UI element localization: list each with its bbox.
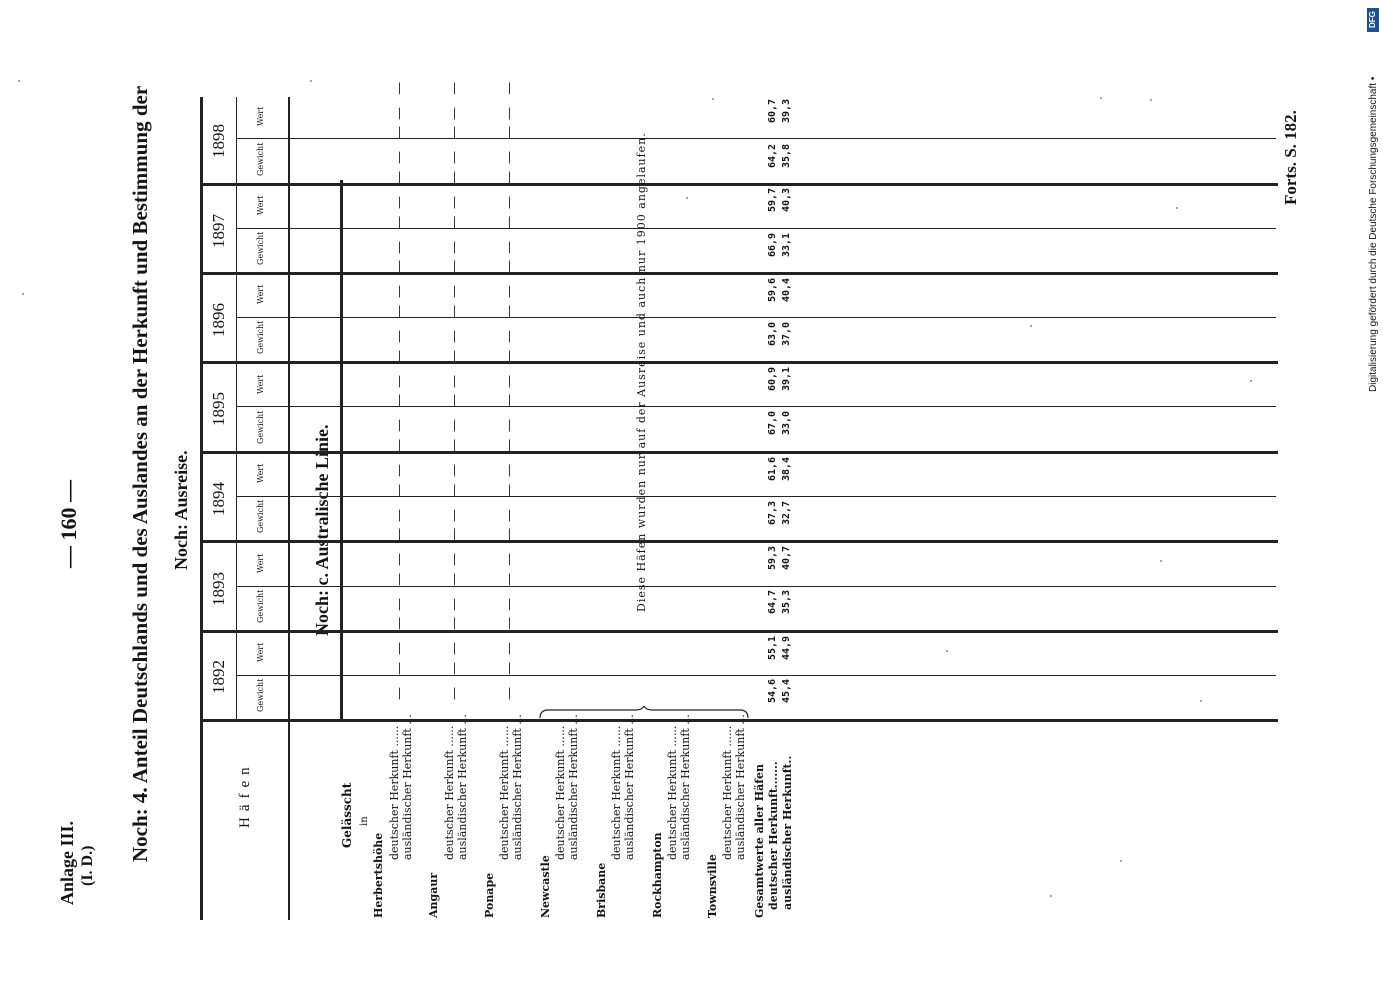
dash-cell: — —	[502, 479, 517, 522]
dash-cell: — —	[447, 434, 462, 477]
totals-label-german: deutscher Herkunft.......	[767, 761, 780, 910]
sub-header-weight: Gewicht	[256, 499, 265, 533]
dash-cell: — —	[502, 345, 517, 388]
dash-cell: — —	[447, 568, 462, 611]
annex-sub-label: (I. D.)	[79, 845, 96, 886]
row-label-german: deutscher Herkunft ......	[388, 725, 401, 860]
dash-cell: — —	[502, 77, 517, 120]
total-de-1892-weight: 54,6	[767, 678, 778, 703]
dash-cell: — —	[502, 166, 517, 209]
digitization-credit: Digitalisierung gefördert durch die Deutsche Forschungsgemeinschaft •	[1368, 76, 1379, 392]
group-title: Gelässcht	[340, 782, 354, 848]
dash-cell: — —	[392, 479, 407, 522]
total-fr-1897-value: 40,3	[781, 187, 792, 212]
total-fr-1894-value: 38,4	[781, 456, 792, 481]
dash-cell: — —	[447, 300, 462, 343]
dash-cell: — —	[392, 77, 407, 120]
total-de-1895-weight: 67,0	[767, 410, 778, 435]
row-label-foreign: ausländischer Herkunft ...	[679, 714, 692, 860]
row-label-german: deutscher Herkunft ......	[498, 725, 511, 860]
total-de-1896-weight: 63,0	[767, 321, 778, 346]
port-name: Brisbane	[595, 862, 608, 918]
total-fr-1898-value: 39,3	[781, 98, 792, 123]
port-name: Angaur	[427, 872, 440, 918]
table-title: Noch: 4. Anteil Deutschlands und des Auslandes an der Herkunft und Bestimmung der	[128, 85, 152, 862]
annex-label: Anlage III.	[57, 820, 77, 905]
totals-label: Gesamtwerte aller Häfen	[753, 764, 766, 918]
sub-header-value: Wert	[256, 463, 265, 483]
dash-cell: — —	[392, 211, 407, 254]
year-header: 1898	[209, 124, 228, 158]
total-de-1893-value: 59,3	[767, 545, 778, 570]
dash-cell: — —	[502, 612, 517, 655]
group-sub: in	[359, 816, 370, 826]
row-label-foreign: ausländischer Herkunft ...	[401, 714, 414, 860]
table-subtitle: Noch: Ausreise.	[171, 450, 191, 570]
dash-cell: — —	[447, 121, 462, 164]
dash-cell: — —	[502, 300, 517, 343]
sub-header-value: Wert	[256, 284, 265, 304]
dash-cell: — —	[502, 568, 517, 611]
dash-cell: — —	[447, 211, 462, 254]
total-de-1898-value: 60,7	[767, 98, 778, 123]
total-fr-1895-value: 39,1	[781, 366, 792, 391]
dash-cell: — —	[392, 166, 407, 209]
dash-cell: — —	[392, 434, 407, 477]
dash-cell: — —	[447, 612, 462, 655]
row-label-german: deutscher Herkunft ......	[443, 725, 456, 860]
dash-cell: — —	[447, 77, 462, 120]
ports-note: Diese Häfen wurden nur auf der Ausreise und auch nur 1900 angelaufen.	[635, 132, 648, 612]
sub-header-value: Wert	[256, 106, 265, 126]
port-name: Townsville	[706, 854, 719, 918]
total-de-1893-weight: 64,7	[767, 589, 778, 614]
sub-header-value: Wert	[256, 195, 265, 215]
dash-cell: — —	[447, 523, 462, 566]
total-fr-1897-weight: 33,1	[781, 232, 792, 257]
sub-header-value: Wert	[256, 642, 265, 662]
year-header: 1894	[209, 482, 228, 516]
total-de-1892-value: 55,1	[767, 635, 778, 660]
row-label-foreign: ausländischer Herkunft ...	[511, 714, 524, 860]
year-header: 1895	[209, 392, 228, 426]
dash-cell: — —	[392, 255, 407, 298]
totals-label-foreign: ausländischer Herkunft..	[781, 755, 794, 910]
dash-cell: — —	[392, 389, 407, 432]
dash-cell: — —	[502, 523, 517, 566]
total-fr-1898-weight: 35,8	[781, 143, 792, 168]
dash-cell: — —	[502, 389, 517, 432]
sub-header-weight: Gewicht	[256, 320, 265, 354]
total-fr-1894-weight: 32,7	[781, 500, 792, 525]
year-header: 1892	[209, 660, 228, 694]
dash-cell: — —	[447, 345, 462, 388]
dash-cell: — —	[392, 121, 407, 164]
dfg-logo	[1367, 8, 1379, 32]
page-number: — 160 —	[56, 480, 81, 568]
total-de-1897-weight: 66,9	[767, 232, 778, 257]
port-name: Herbertshöhe	[372, 832, 385, 918]
dash-cell: — —	[502, 211, 517, 254]
row-label-german: deutscher Herkunft ......	[554, 725, 567, 860]
dash-cell: — —	[502, 434, 517, 477]
year-header: 1896	[209, 303, 228, 337]
total-de-1896-value: 59,6	[767, 277, 778, 302]
total-fr-1892-weight: 45,4	[781, 678, 792, 703]
dash-cell: — —	[392, 612, 407, 655]
row-label-german: deutscher Herkunft ......	[721, 725, 734, 860]
dash-cell: — —	[502, 121, 517, 164]
row-label-german: deutscher Herkunft ......	[666, 725, 679, 860]
sub-header-weight: Gewicht	[256, 142, 265, 176]
total-fr-1893-value: 40,7	[781, 545, 792, 570]
total-de-1897-value: 59,7	[767, 187, 778, 212]
port-name: Ponape	[483, 872, 496, 918]
dash-cell: — —	[392, 657, 407, 700]
sub-header-value: Wert	[256, 553, 265, 573]
dfg-logo-text: DFG	[1368, 11, 1377, 28]
section-title: Noch: c. Australische Linie.	[312, 424, 332, 636]
total-fr-1896-weight: 37,0	[781, 321, 792, 346]
row-label-foreign: ausländischer Herkunft ...	[567, 714, 580, 860]
year-header: 1893	[209, 572, 228, 606]
row-label-foreign: ausländischer Herkunft ...	[734, 714, 747, 860]
sub-header-value: Wert	[256, 374, 265, 394]
port-name: Rockhampton	[651, 832, 664, 918]
dash-cell: — —	[502, 255, 517, 298]
row-label-foreign: ausländischer Herkunft ...	[623, 714, 636, 860]
total-fr-1896-value: 40,4	[781, 277, 792, 302]
total-de-1894-weight: 67,3	[767, 500, 778, 525]
sub-header-weight: Gewicht	[256, 410, 265, 444]
dash-cell: — —	[392, 345, 407, 388]
dash-cell: — —	[447, 657, 462, 700]
dash-cell: — —	[392, 568, 407, 611]
total-de-1895-value: 60,9	[767, 366, 778, 391]
sub-header-weight: Gewicht	[256, 231, 265, 265]
port-name: Newcastle	[539, 855, 552, 918]
dash-cell: — —	[447, 389, 462, 432]
dash-cell: — —	[502, 657, 517, 700]
sub-header-weight: Gewicht	[256, 589, 265, 623]
row-label-german: deutscher Herkunft ......	[610, 725, 623, 860]
total-de-1898-weight: 64,2	[767, 143, 778, 168]
dash-cell: — —	[447, 479, 462, 522]
brace-mark	[538, 706, 750, 720]
total-fr-1892-value: 44,9	[781, 635, 792, 660]
dash-cell: — —	[447, 166, 462, 209]
total-de-1894-value: 61,6	[767, 456, 778, 481]
dash-cell: — —	[392, 300, 407, 343]
sub-header-weight: Gewicht	[256, 678, 265, 712]
year-header: 1897	[209, 214, 228, 248]
header-ports: Häfen	[237, 761, 253, 828]
total-fr-1895-weight: 33,0	[781, 410, 792, 435]
dash-cell: — —	[447, 255, 462, 298]
continuation-note: Forts. S. 182.	[1281, 110, 1300, 205]
row-label-foreign: ausländischer Herkunft ...	[456, 714, 469, 860]
total-fr-1893-weight: 35,3	[781, 589, 792, 614]
dash-cell: — —	[392, 523, 407, 566]
